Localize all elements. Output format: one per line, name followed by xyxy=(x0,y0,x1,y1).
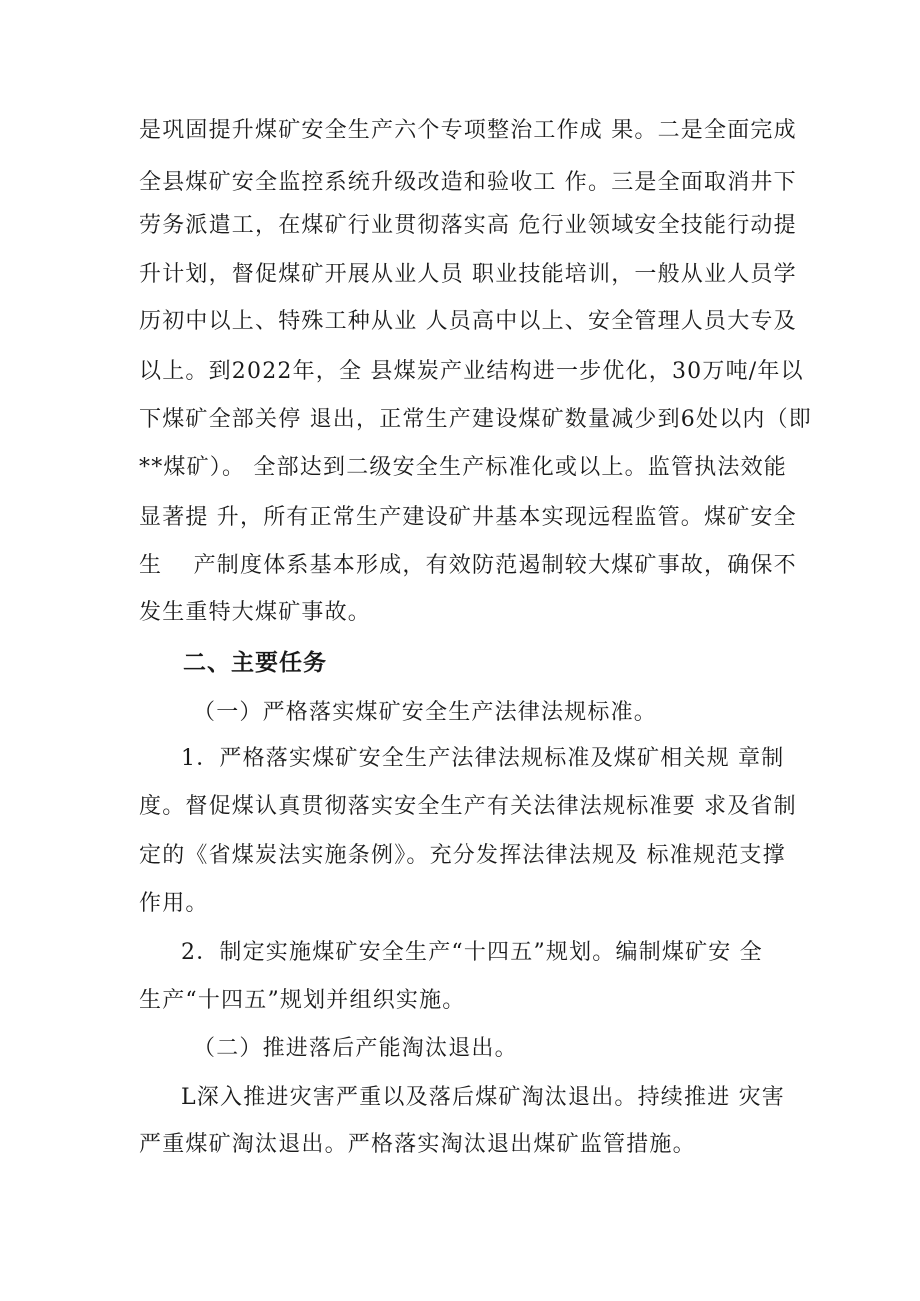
item-line: 1．严格落实煤矿安全生产法律法规标准及煤矿相关规 章制 xyxy=(181,746,785,771)
section-heading: 二、主要任务 xyxy=(183,650,327,676)
paragraph-line: 历初中以上、特殊工种从业 人员高中以上、安全管理人员大专及 xyxy=(139,309,797,334)
subheading: （二）推进落后产能淘汰退出。 xyxy=(193,1036,518,1061)
item-line: 严重煤矿淘汰退出。严格落实淘汰退出煤矿监管措施。 xyxy=(139,1132,696,1157)
paragraph-line: **煤矿）。 全部达到二级安全生产标准化或以上。监管执法效能 xyxy=(139,455,787,480)
subheading: （一）严格落实煤矿安全生产法律法规标准。 xyxy=(193,700,658,725)
item-line: 定的《省煤炭法实施条例》。充分发挥法律法规及 标准规范支撑 xyxy=(139,843,786,868)
paragraph-line: 是巩固提升煤矿安全生产六个专项整治工作成 果。二是全面完成 xyxy=(139,118,797,143)
item-line: 作用。 xyxy=(139,891,209,916)
paragraph-line: 劳务派遣工，在煤矿行业贯彻落实高 危行业领域安全技能行动提 xyxy=(139,213,797,238)
paragraph-line: 生 产制度体系基本形成，有效防范遏制较大煤矿事故，确保不 xyxy=(139,553,797,578)
paragraph-line: 全县煤矿安全监控系统升级改造和验收工 作。三是全面取消井下 xyxy=(139,170,797,195)
paragraph-line: 下煤矿全部关停 退出，正常生产建设煤矿数量减少到6处以内（即 xyxy=(139,407,812,432)
item-line: 2．制定实施煤矿安全生产“十四五”规划。编制煤矿安 全 xyxy=(181,940,763,965)
item-line: 度。督促煤认真贯彻落实安全生产有关法律法规标准要 求及省制 xyxy=(139,794,797,819)
paragraph-line: 发生重特大煤矿事故。 xyxy=(139,600,372,625)
item-line: L深入推进灾害严重以及落后煤矿淘汰退出。持续推进 灾害 xyxy=(181,1085,786,1110)
item-line: 生产“十四五”规划并组织实施。 xyxy=(139,988,466,1013)
paragraph-line: 以上。到2022年，全 县煤炭产业结构进一步优化，30万吨/年以 xyxy=(139,359,804,384)
paragraph-line: 显著提 升，所有正常生产建设矿井基本实现远程监管。煤矿安全 xyxy=(139,505,797,530)
paragraph-line: 升计划，督促煤矿开展从业人员 职业技能培训，一般从业人员学 xyxy=(139,262,797,287)
